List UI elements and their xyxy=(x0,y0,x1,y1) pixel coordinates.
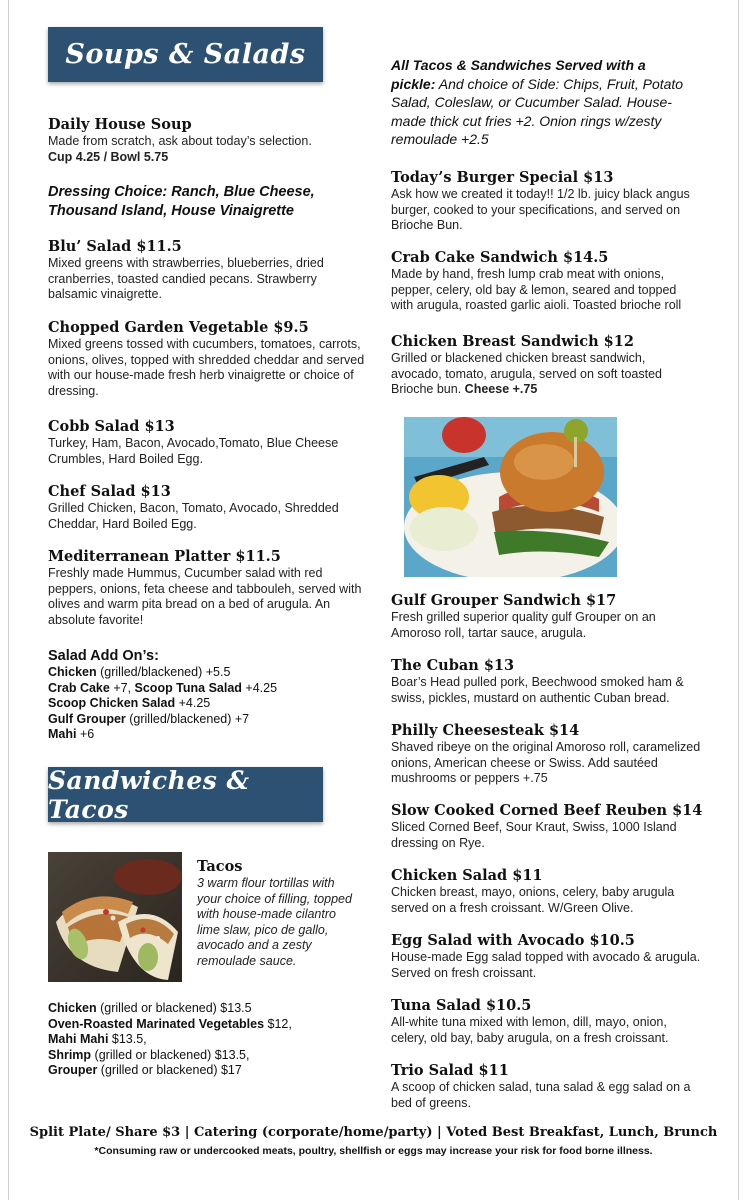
menu-item xyxy=(391,169,691,234)
menu-item xyxy=(391,867,706,916)
burger-photo xyxy=(404,417,617,577)
addon-line: Scoop Chicken Salad +4.25 xyxy=(48,696,211,710)
menu-item xyxy=(391,657,706,706)
item-desc: Made by hand, fresh lump crab meat with onions, pepper, celery, old bay & lemon, seared and topped with arugula, roasted garlic aioli. Toasted brioche roll xyxy=(391,267,682,312)
cheese-addon: Cheese +.75 xyxy=(464,382,538,396)
item-title: Chopped Garden Vegetable $9.5 xyxy=(48,319,309,336)
daily-soup-desc: Made from scratch, ask about today’s selection. xyxy=(48,134,312,148)
item-title: Mediterranean Platter $11.5 xyxy=(48,548,281,565)
sides-intro xyxy=(391,56,691,149)
addon-line: Mahi +6 xyxy=(48,727,95,741)
menu-item xyxy=(391,333,691,398)
soups-salads-banner: Soups & Salads xyxy=(48,27,323,82)
footer-disclaimer: *Consuming raw or undercooked meats, poultry, shellfish or eggs may increase your risk for food borne illness. xyxy=(94,1145,653,1157)
filling-line: Chicken (grilled or blackened) $13.5 xyxy=(48,1001,252,1015)
addons-title: Salad Add On’s: xyxy=(48,648,159,664)
sides-intro-bold: All Tacos & Sandwiches Served with a pickle: xyxy=(391,57,646,92)
menu-item xyxy=(391,592,706,641)
tacos-block xyxy=(197,858,357,969)
menu-item xyxy=(48,238,368,303)
footer-info: Split Plate/ Share $3 | Catering (corporate/home/party) | Voted Best Breakfast, Lunch, Brunch xyxy=(29,1125,718,1140)
menu-item xyxy=(48,319,368,399)
item-desc: All-white tuna mixed with lemon, dill, mayo, onion, celery, old bay, baby arugula, on a fresh croissant. xyxy=(391,1015,669,1045)
item-desc xyxy=(391,351,691,398)
menu-item xyxy=(391,249,691,314)
addons-list xyxy=(48,665,368,743)
taco-fillings xyxy=(48,1001,368,1079)
salad-addons xyxy=(48,647,368,743)
item-title: Egg Salad with Avocado $10.5 xyxy=(391,932,635,949)
item-title: Philly Cheesesteak $14 xyxy=(391,722,580,739)
item-desc: Turkey, Ham, Bacon, Avocado,Tomato, Blue Cheese Crumbles, Hard Boiled Egg. xyxy=(48,436,339,466)
item-desc: Grilled Chicken, Bacon, Tomato, Avocado, Shredded Cheddar, Hard Boiled Egg. xyxy=(48,501,339,531)
item-desc: Shaved ribeye on the original Amoroso roll, caramelized onions, American cheese or Swiss. Add sautéed mushrooms or peppers +.75 xyxy=(391,740,701,785)
item-desc: Sliced Corned Beef, Sour Kraut, Swiss, 1000 Island dressing on Rye. xyxy=(391,820,677,850)
item-title: The Cuban $13 xyxy=(391,657,515,674)
filling-line: Shrimp (grilled or blackened) $13.5, xyxy=(48,1047,250,1062)
dressing-choice: Dressing Choice: Ranch, Blue Cheese, Thousand Island, House Vinaigrette xyxy=(48,184,315,219)
tacos-desc: 3 warm flour tortillas with your choice of filling, topped with house-made cilantro lime slaw, pico de gallo, avocado and a zesty remoulade sauce. xyxy=(197,876,352,968)
tacos-photo xyxy=(48,852,182,982)
daily-soup-price: Cup 4.25 / Bowl 5.75 xyxy=(48,149,169,164)
menu-item xyxy=(391,1062,706,1111)
item-desc: Fresh grilled superior quality gulf Grouper on an Amoroso roll, tartar sauce, arugula. xyxy=(391,610,656,640)
sandwiches-tacos-banner: Sandwiches & Tacos xyxy=(48,767,323,822)
item-desc-text: Grilled or blackened chicken breast sandwich, avocado, tomato, arugula, served on soft toasted Brioche bun. xyxy=(391,351,663,396)
item-title: Blu’ Salad $11.5 xyxy=(48,238,182,255)
item-title: Gulf Grouper Sandwich $17 xyxy=(391,592,617,609)
filling-line: Grouper (grilled or blackened) $17 xyxy=(48,1063,242,1077)
menu-item xyxy=(48,548,368,628)
item-desc: House-made Egg salad topped with avocado & arugula. Served on fresh croissant. xyxy=(391,950,701,980)
filling-line: Mahi Mahi $13.5, xyxy=(48,1032,147,1046)
item-desc: Boar’s Head pulled pork, Beechwood smoked ham & swiss, pickles, mustard on authentic Cuban bread. xyxy=(391,675,684,705)
menu-item xyxy=(391,932,706,981)
tacos-title: Tacos xyxy=(197,858,243,875)
item-title: Today’s Burger Special $13 xyxy=(391,169,614,186)
item-desc: Chicken breast, mayo, onions, celery, baby arugula served on a fresh croissant. W/Green Olive. xyxy=(391,885,675,915)
sides-intro-rest: And choice of Side: Chips, Fruit, Potato Salad, Coleslaw, or Cucumber Salad. House-made thick cut fries +2. Onion rings w/zesty remoulade +2.5 xyxy=(391,75,684,147)
item-desc: A scoop of chicken salad, tuna salad & egg salad on a bed of greens. xyxy=(391,1080,691,1110)
filling-line: Oven-Roasted Marinated Vegetables $12, xyxy=(48,1016,292,1031)
item-desc: Mixed greens tossed with cucumbers, tomatoes, carrots, onions, olives, topped with shredded cheddar and served with our house-made fresh herb vinaigrette or choice of dressing. xyxy=(48,337,365,398)
item-title: Slow Cooked Corned Beef Reuben $14 xyxy=(391,802,703,819)
addon-line: Chicken (grilled/blackened) +5.5 xyxy=(48,665,231,679)
item-title: Chicken Salad $11 xyxy=(391,867,543,884)
daily-soup-title: Daily House Soup xyxy=(48,116,192,133)
item-title: Trio Salad $11 xyxy=(391,1062,509,1079)
menu-item xyxy=(48,418,368,467)
item-desc: Ask how we created it today!! 1/2 lb. juicy black angus burger, cooked to your specifications, and served on Brioche Bun. xyxy=(391,187,690,232)
addon-line: Crab Cake +7, Scoop Tuna Salad +4.25 xyxy=(48,680,278,695)
daily-soup xyxy=(48,116,368,165)
menu-item xyxy=(48,483,368,532)
addon-line: Gulf Grouper (grilled/blackened) +7 xyxy=(48,711,250,726)
item-title: Tuna Salad $10.5 xyxy=(391,997,532,1014)
menu-item xyxy=(391,802,706,851)
item-title: Chicken Breast Sandwich $12 xyxy=(391,333,634,350)
menu-item xyxy=(391,997,706,1046)
menu-item xyxy=(391,722,706,787)
item-title: Chef Salad $13 xyxy=(48,483,171,500)
item-desc: Mixed greens with strawberries, blueberries, dried cranberries, toasted candied pecans. Strawberry balsamic vinaigrette. xyxy=(48,256,324,301)
item-title: Crab Cake Sandwich $14.5 xyxy=(391,249,609,266)
item-desc: Freshly made Hummus, Cucumber salad with red peppers, onions, feta cheese and tabbouleh, served with olives and warm pita bread on a bed of arugula. An absolute favorite! xyxy=(48,566,362,627)
item-title: Cobb Salad $13 xyxy=(48,418,175,435)
